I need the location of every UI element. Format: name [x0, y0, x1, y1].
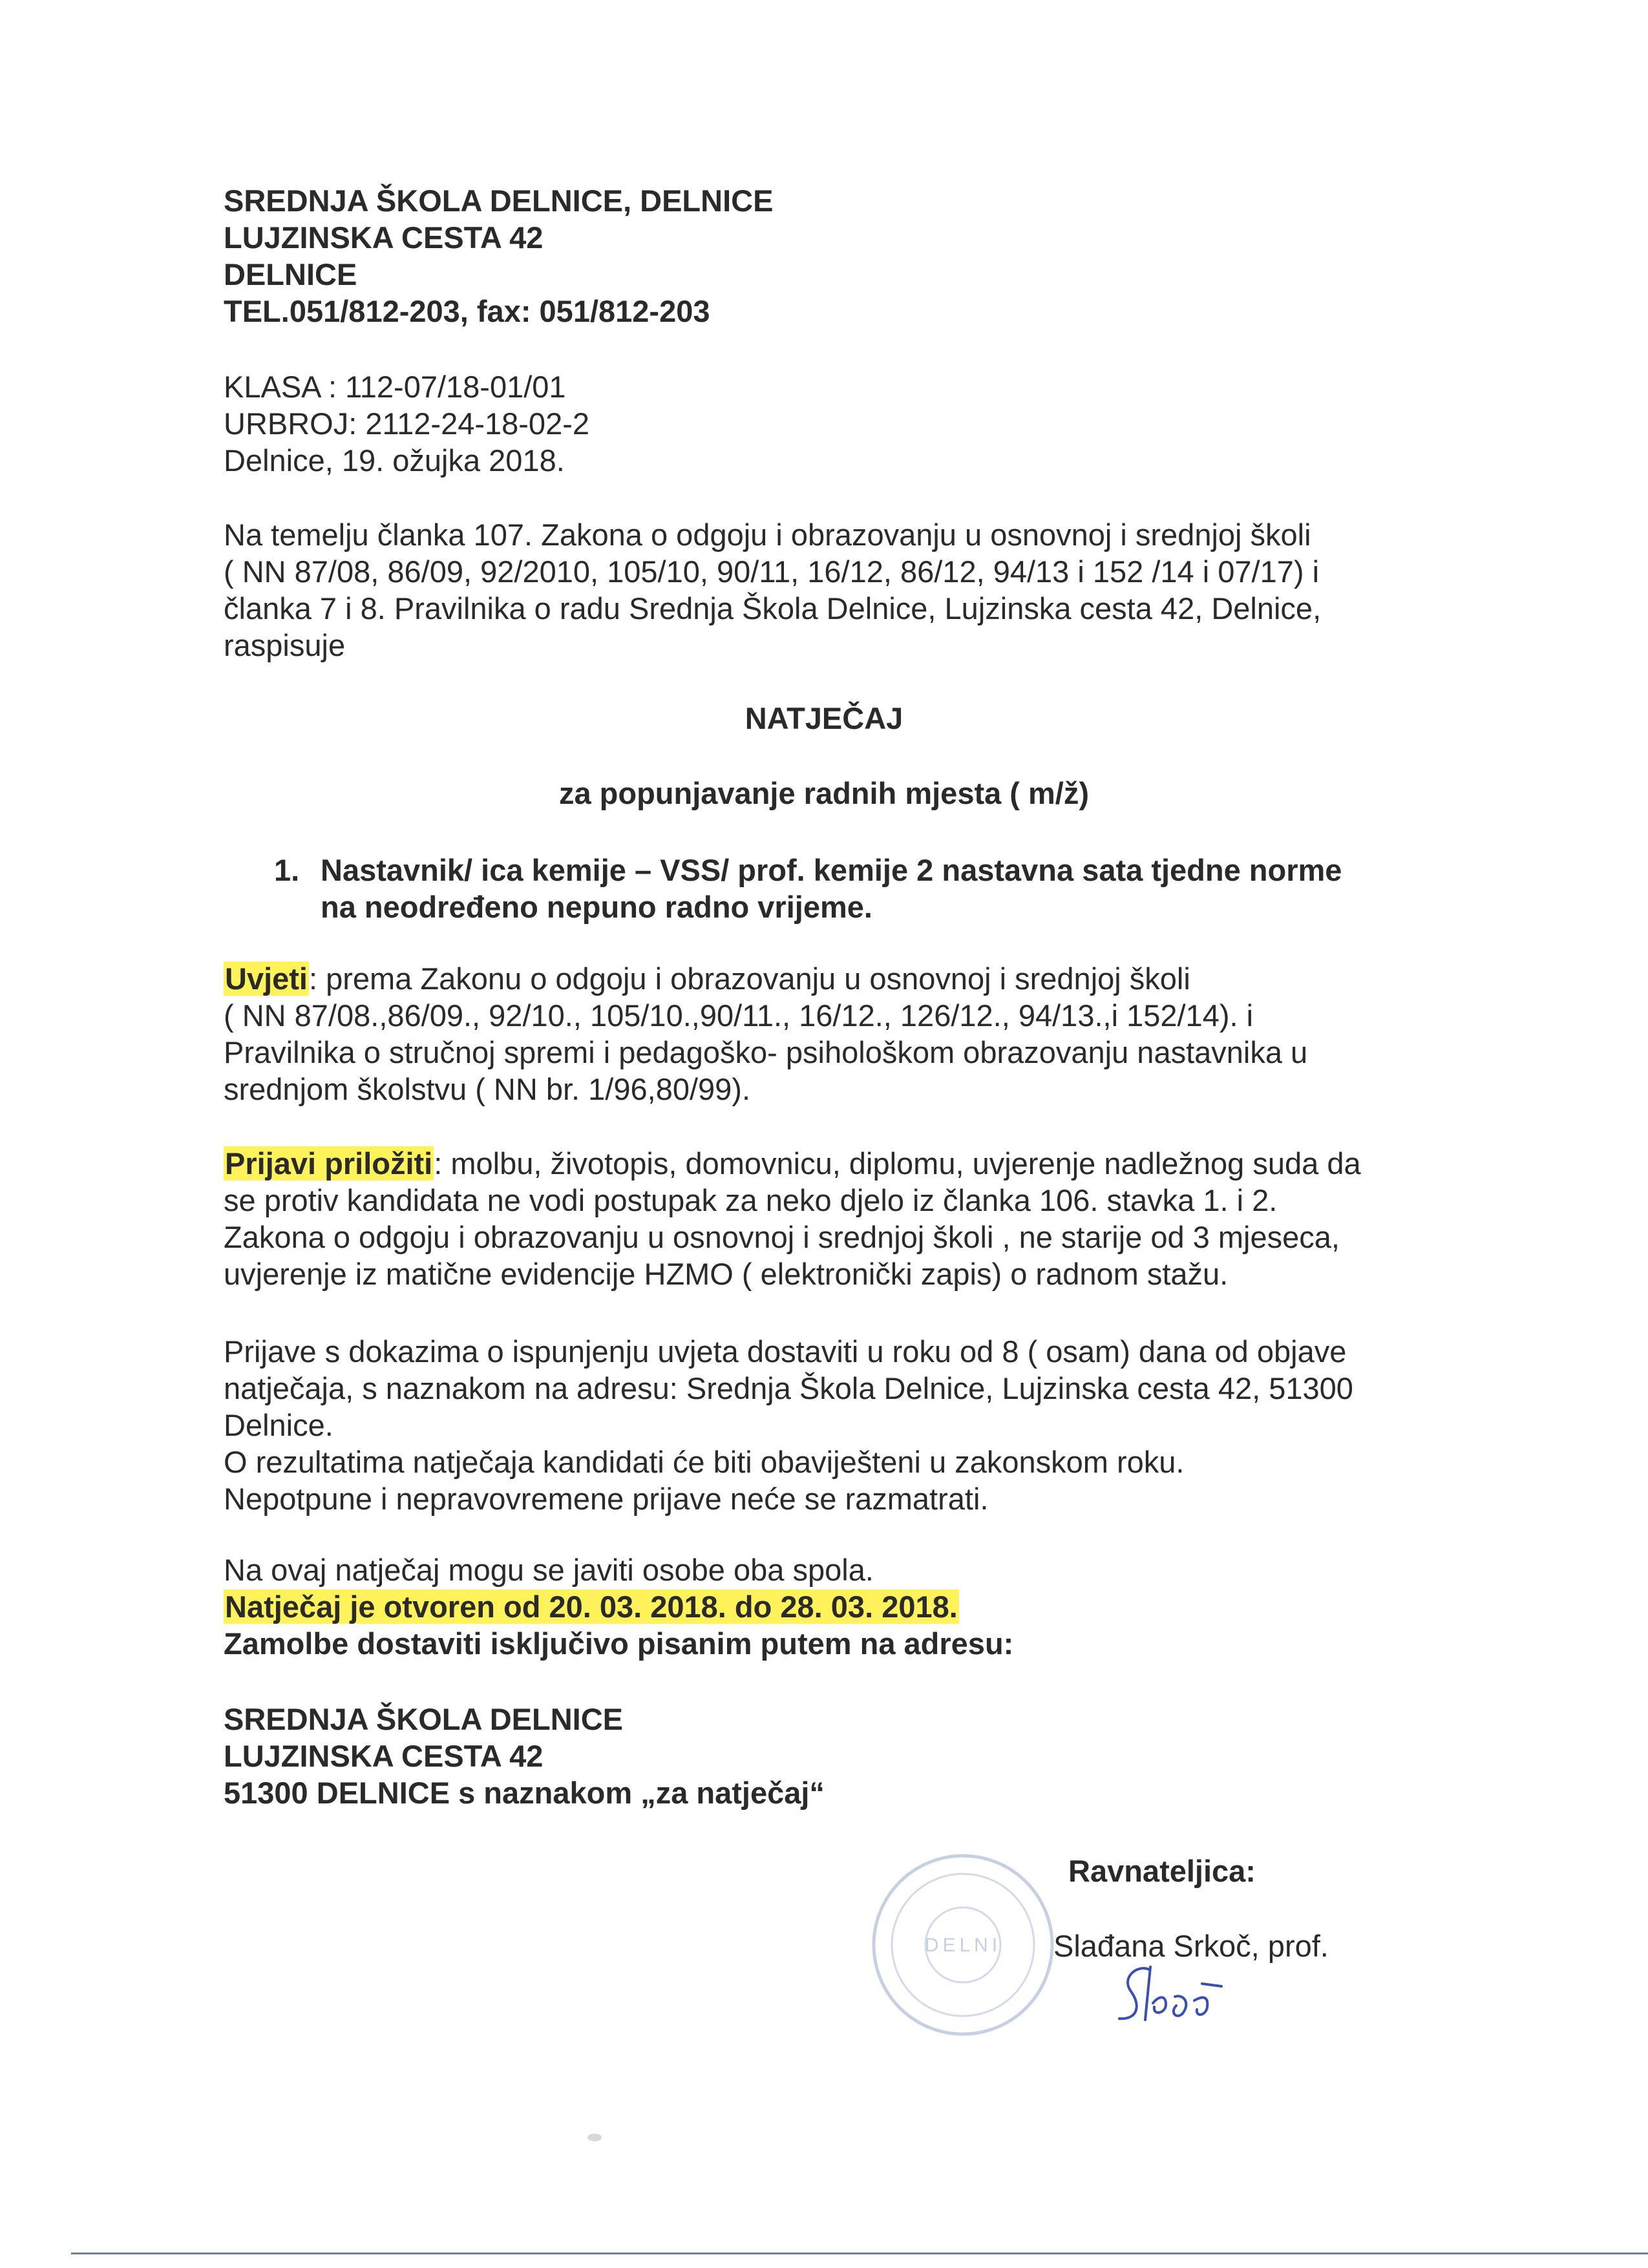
attachments-line: se protiv kandidata ne vodi postupak za neko djelo iz članka 106. stavka 1. i 2.: [224, 1183, 1278, 1217]
submission-line: natječaja, s naznakom na adresu: Srednja Škola Delnice, Lujzinska cesta 42, 51300: [224, 1371, 1353, 1405]
deliver-note: Zamolbe dostaviti isključivo pisanim putem na adresu:: [224, 1626, 1014, 1661]
signatory-name: Slađana Srkoč, prof.: [1053, 1929, 1329, 1963]
submission-line: Prijave s dokazima o ispunjenju uvjeta dostaviti u roku od 8 ( osam) dana od objave: [224, 1334, 1347, 1369]
position-item: [274, 852, 1502, 929]
klasa: KLASA : 112-07/18-01/01: [224, 370, 566, 404]
conditions-text: : prema Zakonu o odgoju i obrazovanju u osnovnoj i srednjoj školi: [309, 961, 1190, 996]
intro-paragraph: [224, 516, 1490, 664]
attachments-line: uvjerenje iz matične evidencije HZMO ( elektronički zapis) o radnom stažu.: [224, 1257, 1229, 1291]
document-date: Delnice, 19. ožujka 2018.: [224, 443, 565, 478]
submission-line: O rezultatima natječaja kandidati će biti obaviješteni u zakonskom roku.: [224, 1445, 1185, 1479]
closing-paragraph: [224, 1551, 1490, 1662]
document-subtitle: za popunjavanje radnih mjesta ( m/ž): [558, 776, 1090, 810]
open-period-line: [224, 1588, 1490, 1625]
school-street: LUJZINSKA CESTA 42: [224, 220, 544, 255]
school-city: DELNICE: [224, 257, 357, 291]
conditions-line: Pravilnika o stručnoj spremi i pedagoško- psihološkom obrazovanju nastavnika u: [224, 1035, 1308, 1069]
position-number: 1.: [274, 853, 300, 887]
handwritten-signature: [1112, 1958, 1254, 2029]
address-line: LUJZINSKA CESTA 42: [224, 1739, 544, 1773]
submission-line: Delnice.: [224, 1408, 333, 1442]
intro-line: članka 7 i 8. Pravilnika o radu Srednja Škola Delnice, Lujzinska cesta 42, Delnice,: [224, 591, 1322, 625]
urbroj: URBROJ: 2112-24-18-02-2: [224, 406, 589, 441]
both-sexes-note: Na ovaj natječaj mogu se javiti osobe oba spola.: [224, 1553, 874, 1587]
school-header: [224, 182, 1490, 330]
conditions-first-line: [224, 960, 1490, 997]
conditions-label: Uvjeti: [225, 961, 308, 996]
submission-paragraph: [224, 1333, 1490, 1517]
signature-title: Ravnateljica:: [1068, 1854, 1256, 1888]
address-line: SREDNJA ŠKOLA DELNICE: [224, 1702, 624, 1736]
conditions-paragraph: [224, 960, 1490, 1108]
scan-speck: [585, 2131, 604, 2144]
conditions-line: ( NN 87/08.,86/09., 92/10., 105/10.,90/11., 16/12., 126/12., 94/13.,i 152/14). i: [224, 998, 1254, 1033]
address-line: 51300 DELNICE s naznakom „za natječaj“: [224, 1776, 825, 1810]
intro-line: ( NN 87/08, 86/09, 92/2010, 105/10, 90/11, 16/12, 86/12, 94/13 i 152 /14 i 07/17) i: [224, 554, 1320, 589]
submission-line: Nepotpune i nepravovremene prijave neće se razmatrati.: [224, 1482, 989, 1516]
position-line: Nastavnik/ ica kemije – VSS/ prof. kemije 2 nastavna sata tjedne norme: [321, 853, 1342, 887]
intro-line: Na temelju članka 107. Zakona o odgoju i obrazovanju u osnovnoj i srednjoj školi: [224, 518, 1311, 552]
position-line: na neodređeno nepuno radno vrijeme.: [321, 890, 872, 924]
document-title: NATJEČAJ: [745, 701, 903, 735]
intro-line: raspisuje: [224, 628, 346, 662]
school-stamp: [866, 1848, 1060, 2042]
attachments-text: : molbu, životopis, domovnicu, diplomu, uvjerenje nadležnog suda da: [434, 1146, 1361, 1181]
reference-block: [224, 368, 1490, 479]
attachments-first-line: [224, 1145, 1490, 1182]
scan-edge-line: [71, 2252, 1648, 2254]
svg-text:DELNI: DELNI: [924, 1935, 1002, 1956]
open-period: Natječaj je otvoren od 20. 03. 2018. do 28. 03. 2018.: [225, 1590, 958, 1624]
delivery-address: [224, 1701, 1490, 1811]
attachments-paragraph: [224, 1145, 1490, 1292]
attachments-line: Zakona o odgoju i obrazovanju u osnovnoj i srednjoj školi , ne starije od 3 mjeseca,: [224, 1220, 1340, 1254]
school-name: SREDNJA ŠKOLA DELNICE, DELNICE: [224, 184, 774, 218]
school-phone-fax: TEL.051/812-203, fax: 051/812-203: [224, 294, 710, 328]
attachments-label: Prijavi priložiti: [225, 1146, 433, 1181]
conditions-line: srednjom školstvu ( NN br. 1/96,80/99).: [224, 1072, 751, 1106]
